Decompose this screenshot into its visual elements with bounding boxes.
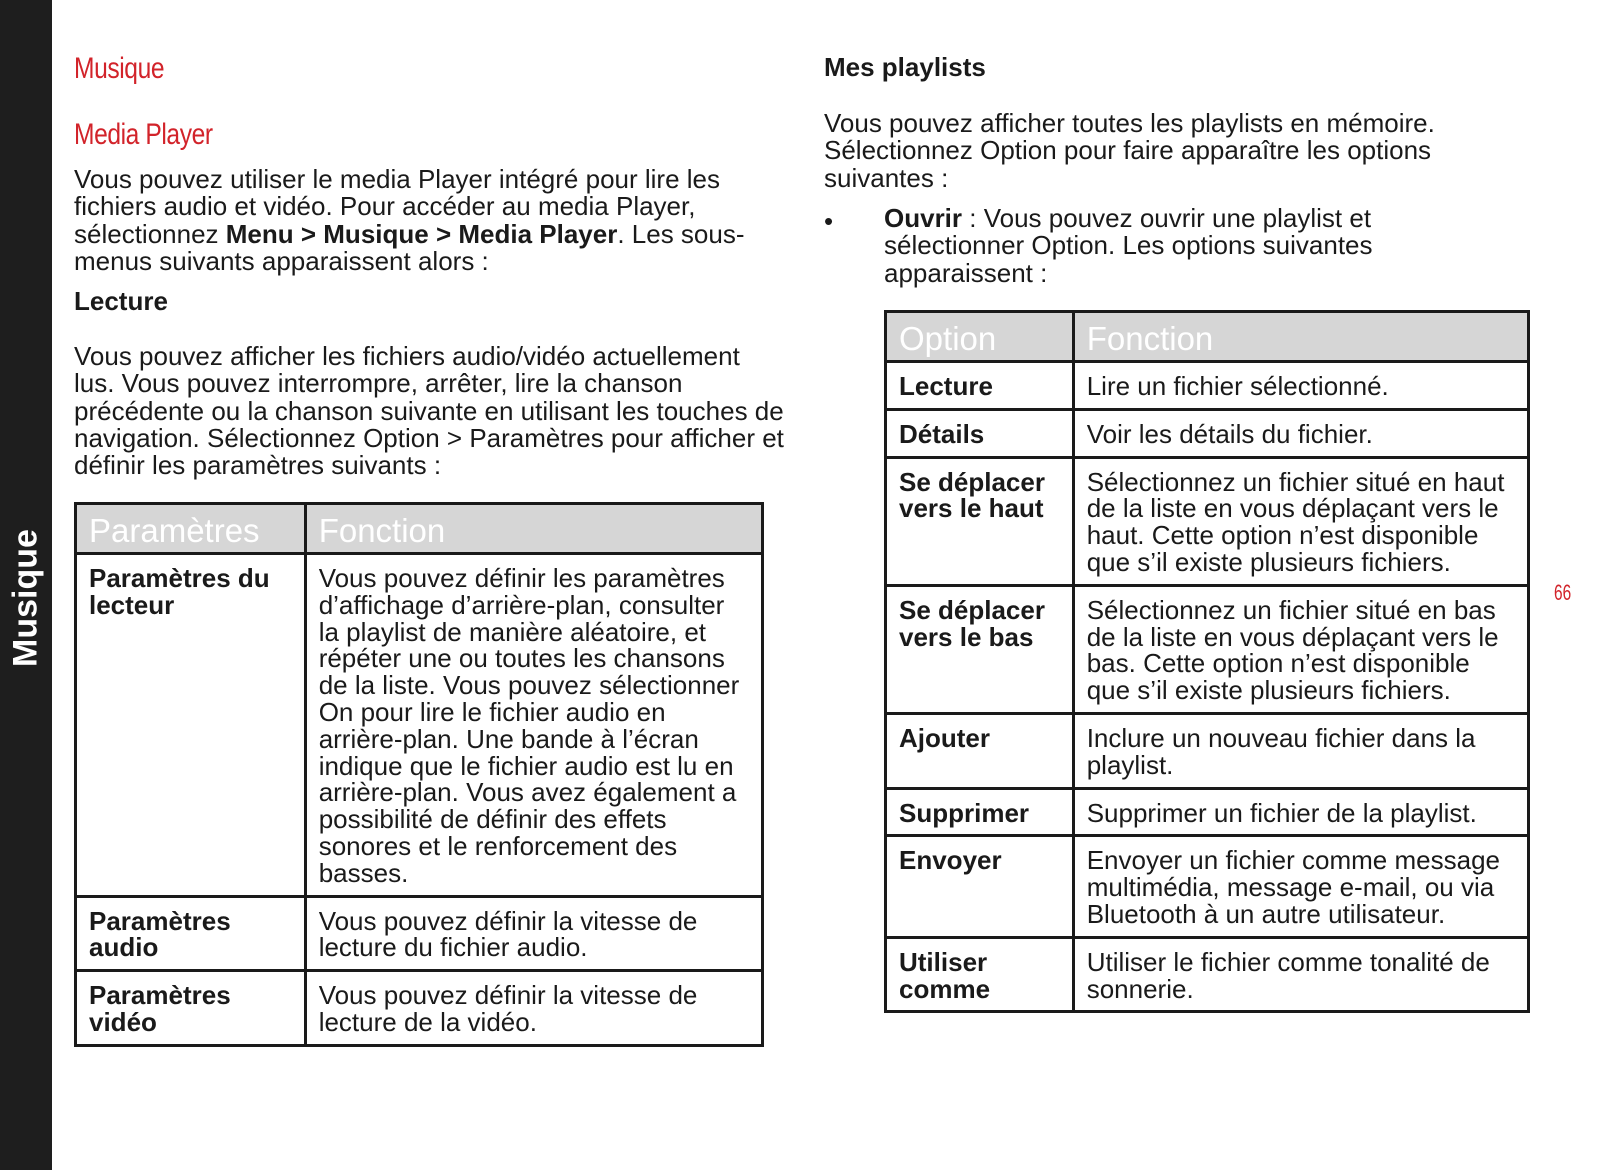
bullet-ouvrir: Ouvrir : Vous pouvez ouvrir une playlist et sélectionner Option. Les options suivantes apparaissent :: [884, 203, 1373, 288]
table-cell-key: Paramètres du lecteur: [76, 554, 306, 897]
side-tab: [0, 0, 52, 1170]
table-header: Fonction: [305, 504, 762, 554]
table-row: [76, 554, 763, 897]
table-row: [886, 713, 1529, 788]
options-table: [884, 310, 1530, 1013]
table-row: [886, 937, 1529, 1012]
bullet-term: Ouvrir: [884, 203, 963, 233]
table-cell-key: Lecture: [886, 362, 1074, 410]
table-row: [886, 362, 1529, 410]
table-cell-value: Voir les détails du fichier.: [1073, 409, 1528, 457]
subsection-title: Media Player: [74, 118, 213, 151]
table-cell-key: Se déplacer vers le haut: [886, 457, 1074, 585]
table-cell-key: Supprimer: [886, 788, 1074, 836]
menu-path: Menu > Musique > Media Player: [225, 218, 618, 249]
table-row: [76, 896, 763, 971]
table-row: [886, 409, 1529, 457]
table-row: [76, 971, 763, 1046]
table-cell-value: Envoyer un fichier comme message multimédia, message e-mail, ou via Bluetooth à un autre utilisateur.: [1073, 836, 1528, 937]
playlists-heading: Mes playlists: [824, 52, 986, 82]
side-tab-label: Musique: [6, 529, 45, 667]
table-row: [886, 457, 1529, 585]
table-cell-value: Lire un fichier sélectionné.: [1073, 362, 1528, 410]
table-cell-key: Envoyer: [886, 836, 1074, 937]
table-cell-value: Sélectionnez un fichier situé en bas de la liste en vous déplaçant vers le bas. Cette option n’est disponible que s’il existe plusieurs fichiers.: [1073, 585, 1528, 713]
table-header: Option: [886, 312, 1074, 362]
table-cell-value: Sélectionnez un fichier situé en haut de la liste en vous déplaçant vers le haut. Cette option n’est disponible que s’il existe plusieurs fichiers.: [1073, 457, 1528, 585]
table-cell-value: Vous pouvez définir la vitesse de lecture du fichier audio.: [305, 896, 762, 971]
table-header-row: [76, 504, 763, 554]
table-cell-key: Paramètres vidéo: [76, 971, 306, 1046]
playlists-intro: Vous pouvez afficher toutes les playlists en mémoire. Sélectionnez Option pour faire apparaître les options suivantes :: [824, 108, 1435, 193]
table-cell-value: Inclure un nouveau fichier dans la playlist.: [1073, 713, 1528, 788]
settings-table: [74, 502, 764, 1047]
table-row: [886, 585, 1529, 713]
table-cell-value: Utiliser le fichier comme tonalité de sonnerie.: [1073, 937, 1528, 1012]
section-title: Musique: [74, 52, 165, 85]
lecture-heading: Lecture: [74, 286, 168, 316]
table-cell-value: Vous pouvez définir les paramètres d’affichage d’arrière-plan, consulter la playlist de manière aléatoire, et répéter une ou toutes les chansons de la liste. Vous pouvez sélectionner On pour lire le fichier audio en arrière-plan. Une bande à l’écran indique que le fichier audio est lu en arrière-plan. Vous avez également a possibilité de définir des effets sonores et le renforcement des basses.: [305, 554, 762, 897]
page-number: 66: [1554, 580, 1572, 605]
table-cell-key: Ajouter: [886, 713, 1074, 788]
table-header: Paramètres: [76, 504, 306, 554]
bullet-marker: •: [824, 206, 834, 236]
table-cell-key: Se déplacer vers le bas: [886, 585, 1074, 713]
table-cell-key: Paramètres audio: [76, 896, 306, 971]
table-cell-value: Supprimer un fichier de la playlist.: [1073, 788, 1528, 836]
table-cell-key: Détails: [886, 409, 1074, 457]
table-row: [886, 788, 1529, 836]
table-cell-key: Utiliser comme: [886, 937, 1074, 1012]
lecture-text: Vous pouvez afficher les fichiers audio/vidéo actuellement lus. Vous pouvez interrompre, arrêter, lire la chanson précédente ou la chanson suivante en utilisant les touches de navigation. Sélectionnez Option > Paramètres pour afficher et définir les paramètres suivants :: [74, 341, 784, 481]
table-header: Fonction: [1073, 312, 1528, 362]
table-header-row: [886, 312, 1529, 362]
table-row: [886, 836, 1529, 937]
media-player-intro: Vous pouvez utiliser le media Player intégré pour lire les fichiers audio et vidéo. Pour accéder au media Player, sélectionnez Menu > Musique > Media Player. Les sous-menus suivants apparaissent alors :: [74, 164, 745, 276]
table-cell-value: Vous pouvez définir la vitesse de lecture de la vidéo.: [305, 971, 762, 1046]
